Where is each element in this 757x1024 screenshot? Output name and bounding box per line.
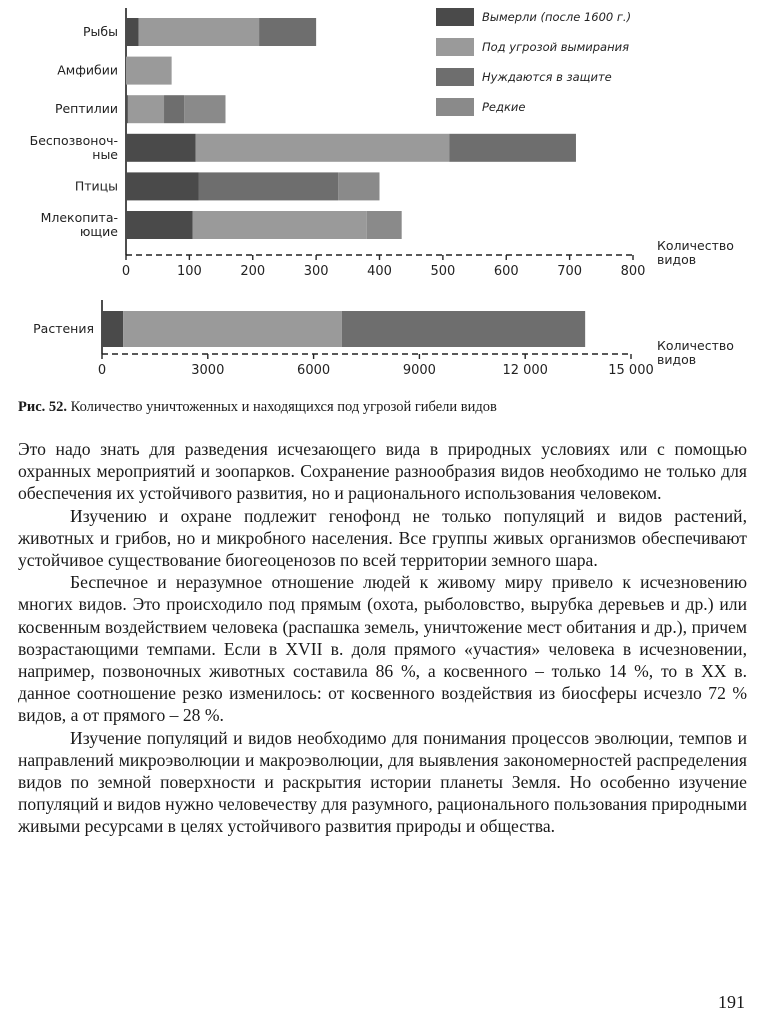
- bar-segment: [126, 18, 139, 46]
- bar-segment: [123, 311, 342, 347]
- bar-segment: [164, 95, 184, 123]
- legend-swatch: [436, 38, 474, 56]
- bar-segment: [126, 172, 199, 200]
- category-label: Амфибии: [57, 62, 118, 78]
- bar-segment: [139, 18, 259, 46]
- bar-segment: [342, 311, 585, 347]
- body-text: [18, 438, 747, 838]
- x-tick-label: 12 000: [502, 363, 548, 378]
- bar-segment: [199, 172, 338, 200]
- caption-number: Рис. 52.: [18, 399, 68, 415]
- page-number: 191: [718, 992, 745, 1012]
- category-label: ные: [92, 146, 118, 162]
- bar-segment: [367, 211, 402, 239]
- bar-segment: [102, 311, 123, 347]
- x-tick-label: 3000: [191, 363, 225, 378]
- x-tick-label: 400: [367, 264, 392, 279]
- x-tick-label: 300: [303, 264, 329, 279]
- paragraph: Беспечное и неразумное отношение людей к живому миру привело к исчезновению многих видов. Это происходило под прямым (охота, рыболовство, вырубка деревьев и др.) или косвенным воздействием человека (распашка земель, уничтожение мест обитания и др.), причем возрастающими темпами. Если в XVII в. доля прямого «участия» человека в исчезновении, например, позвоночных животных составила 86 %, а косвенного – только 14 %, то в XX в. данное соотношение резко изменилось: от косвенного воздействия из биосферы исчезло 72 % видов, а от прямого – 28 %.: [18, 572, 747, 726]
- x-tick-label: 0: [97, 363, 107, 378]
- x-tick-label: 700: [557, 264, 583, 279]
- x-tick-label: 800: [620, 264, 646, 279]
- x-tick-label: 15 000: [608, 363, 654, 378]
- x-tick-label: 6000: [297, 363, 331, 378]
- legend-label: Редкие: [482, 100, 526, 114]
- x-tick-label: 600: [493, 264, 519, 279]
- paragraph: Изучению и охране подлежит генофонд не только популяций и видов растений, животных и грибов, но и микробного населения. Все группы живых организмов обеспечивают устойчивое существование биогеоценозов по всей территории земного шара.: [18, 505, 747, 571]
- x-axis-title: Количество: [657, 238, 734, 253]
- bar-segment: [128, 95, 164, 123]
- bar-segment: [126, 211, 193, 239]
- category-label: Млекопита-: [40, 210, 118, 225]
- bar-segment: [126, 57, 172, 85]
- legend-label: Вымерли (после 1600 г.): [482, 10, 632, 24]
- legend-swatch: [436, 98, 474, 116]
- category-label: Беспозвоноч-: [29, 132, 118, 148]
- legend-swatch: [436, 68, 474, 86]
- paragraph: Изучение популяций и видов необходимо для понимания процессов эволюции, темпов и направлений микроэволюции и макроэволюции, для выявления закономерностей распределения видов по земной поверхности и раскрытия истории планеты Земля. Но особенно изучение популяций и видов нужно человечеству для разумного, рационального пользования природными живыми ресурсами в целях устойчивого развития природы и общества.: [18, 727, 747, 837]
- bar-segment: [259, 18, 316, 46]
- caption-text: Количество уничтоженных и находящихся под угрозой гибели видов: [70, 399, 497, 415]
- bar-segment: [449, 134, 576, 162]
- bar-segment: [196, 134, 450, 162]
- paragraph: Это надо знать для разведения исчезающего вида в природных условиях или с помощью охранных мероприятий и зоопарков. Сохранение разнообразия видов необходимо не только для обеспечения их устойчивого развития, но и рационального использования человеком.: [18, 439, 747, 504]
- legend-label: Под угрозой вымирания: [482, 40, 630, 54]
- x-tick-label: 500: [430, 264, 456, 279]
- legend-label: Нуждаются в защите: [482, 70, 612, 84]
- figure-chart: [0, 0, 757, 392]
- category-label: Растения: [33, 321, 94, 336]
- category-label: Рептилии: [54, 101, 118, 117]
- x-tick-label: 0: [121, 264, 131, 279]
- bar-segment: [126, 134, 196, 162]
- figure-caption: [18, 398, 738, 416]
- x-axis-title: видов: [657, 352, 697, 367]
- bar-segment: [184, 95, 225, 123]
- category-label: Птицы: [74, 178, 118, 194]
- x-tick-label: 100: [176, 264, 202, 279]
- x-tick-label: 200: [240, 264, 266, 279]
- bar-segment: [126, 95, 128, 123]
- category-label: Рыбы: [83, 24, 118, 39]
- category-label: ющие: [79, 224, 118, 239]
- bar-segment: [193, 211, 367, 239]
- x-axis-title: видов: [657, 252, 697, 267]
- x-axis-title: Количество: [657, 338, 734, 353]
- x-tick-label: 9000: [402, 363, 436, 378]
- bar-segment: [338, 172, 379, 200]
- legend-swatch: [436, 8, 474, 26]
